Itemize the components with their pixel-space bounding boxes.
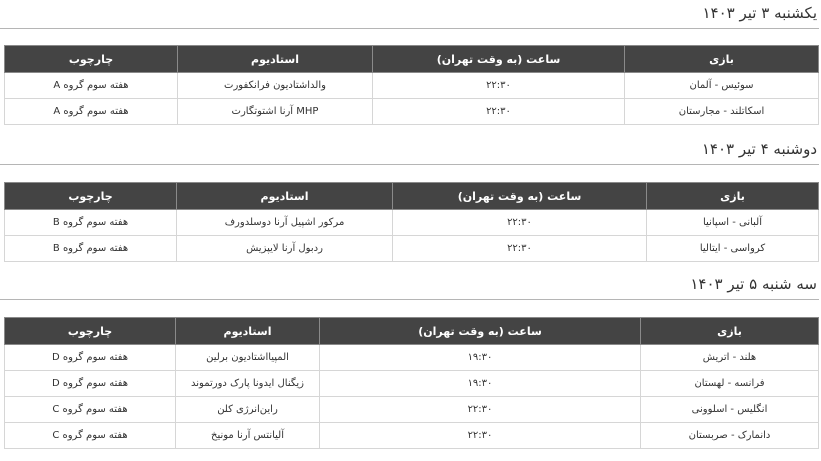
- cell-time: ۲۲:۳۰: [373, 73, 625, 99]
- cell-time: ۲۲:۳۰: [393, 210, 647, 236]
- table-row: [5, 73, 819, 99]
- cell-stage: هفته سوم گروه D: [5, 345, 176, 371]
- table-header-row: [5, 318, 819, 345]
- cell-stadium: مرکور اشپیل آرنا دوسلدورف: [177, 210, 393, 236]
- cell-stage: هفته سوم گروه B: [5, 210, 177, 236]
- match-table: [4, 45, 819, 125]
- table-row: [5, 345, 819, 371]
- header-game: بازی: [625, 46, 819, 73]
- match-table: [4, 182, 819, 262]
- cell-time: ۱۹:۳۰: [320, 345, 641, 371]
- header-stadium: استادیوم: [177, 183, 393, 210]
- cell-stadium: المپیااشتادیون برلین: [176, 345, 320, 371]
- day-heading: [0, 271, 819, 300]
- cell-stage: هفته سوم گروه B: [5, 236, 177, 262]
- header-game: بازی: [641, 318, 819, 345]
- cell-time: ۲۲:۳۰: [320, 397, 641, 423]
- day-title: یکشنبه ۳ تیر ۱۴۰۳: [702, 4, 817, 22]
- header-stage: چارچوب: [5, 46, 178, 73]
- table-row: [5, 371, 819, 397]
- cell-time: ۲۲:۳۰: [393, 236, 647, 262]
- table-row: [5, 236, 819, 262]
- header-stadium: استادیوم: [176, 318, 320, 345]
- day-title: دوشنبه ۴ تیر ۱۴۰۳: [701, 140, 817, 158]
- cell-stage: هفته سوم گروه C: [5, 423, 176, 449]
- cell-stadium: والداشتادیون فرانکفورت: [178, 73, 373, 99]
- cell-stage: هفته سوم گروه D: [5, 371, 176, 397]
- cell-stage: هفته سوم گروه C: [5, 397, 176, 423]
- header-stage: چارچوب: [5, 318, 176, 345]
- header-time: ساعت (به وقت تهران): [320, 318, 641, 345]
- header-game: بازی: [647, 183, 819, 210]
- cell-game: اسکاتلند - مجارستان: [625, 99, 819, 125]
- header-stadium: استادیوم: [178, 46, 373, 73]
- table-row: [5, 210, 819, 236]
- cell-stage: هفته سوم گروه A: [5, 73, 178, 99]
- header-stage: چارچوب: [5, 183, 177, 210]
- table-header-row: [5, 46, 819, 73]
- cell-game: انگلیس - اسلوونی: [641, 397, 819, 423]
- cell-game: کرواسی - ایتالیا: [647, 236, 819, 262]
- cell-time: ۲۲:۳۰: [320, 423, 641, 449]
- table-row: [5, 397, 819, 423]
- header-time: ساعت (به وقت تهران): [393, 183, 647, 210]
- day-heading: [0, 0, 819, 29]
- cell-game: فرانسه - لهستان: [641, 371, 819, 397]
- cell-time: ۱۹:۳۰: [320, 371, 641, 397]
- cell-time: ۲۲:۳۰: [373, 99, 625, 125]
- cell-stadium: آلیانتس آرنا مونیخ: [176, 423, 320, 449]
- cell-stadium: ردبول آرنا لایپزیش: [177, 236, 393, 262]
- cell-stadium: زیگنال ایدونا پارک دورتموند: [176, 371, 320, 397]
- table-row: [5, 99, 819, 125]
- day-heading: [0, 136, 819, 165]
- table-header-row: [5, 183, 819, 210]
- cell-stadium: MHP آرنا اشتوتگارت: [178, 99, 373, 125]
- cell-game: سوئیس - آلمان: [625, 73, 819, 99]
- day-title: سه شنبه ۵ تیر ۱۴۰۳: [690, 275, 817, 293]
- cell-game: آلبانی - اسپانیا: [647, 210, 819, 236]
- match-table: [4, 317, 819, 449]
- cell-game: دانمارک - صربستان: [641, 423, 819, 449]
- cell-stage: هفته سوم گروه A: [5, 99, 178, 125]
- cell-game: هلند - اتریش: [641, 345, 819, 371]
- cell-stadium: راین‌انرژی کلن: [176, 397, 320, 423]
- table-row: [5, 423, 819, 449]
- header-time: ساعت (به وقت تهران): [373, 46, 625, 73]
